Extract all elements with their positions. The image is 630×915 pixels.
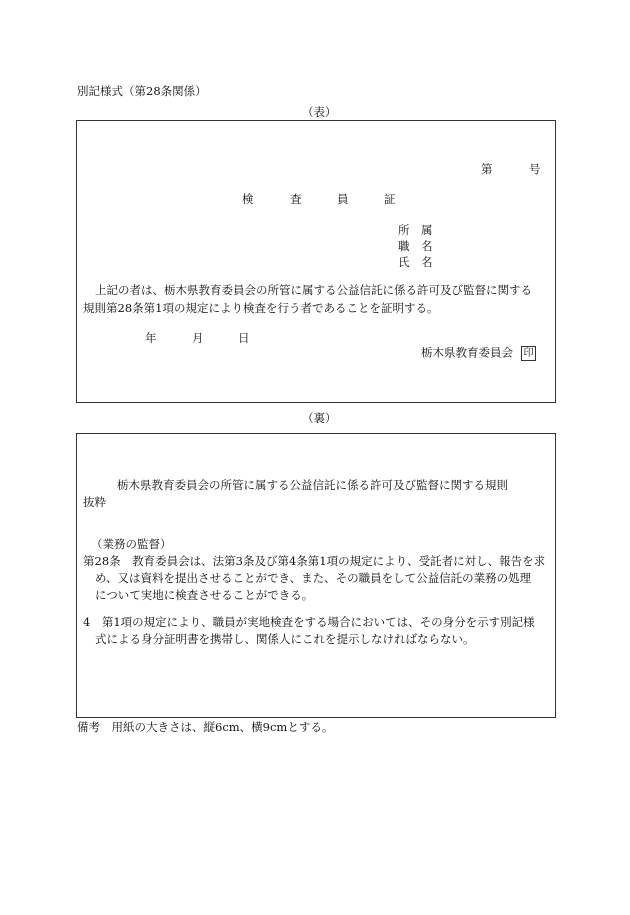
excerpt-label: 抜粋 — [83, 495, 106, 509]
date-year: 年 — [145, 331, 157, 345]
form-title: 別記様式（第28条関係） — [77, 84, 207, 98]
card-title-char-4: 証 — [384, 192, 396, 206]
paragraph-4-line-1: 4 第1項の規定により、職員が実地検査をする場合においては、その身分を示す別記様 — [83, 615, 535, 629]
footer-note: 備考 用紙の大きさは、縦6cm、横9cmとする。 — [77, 720, 334, 734]
back-card-box — [76, 433, 556, 718]
field-affiliation-char-1: 所 — [398, 223, 410, 237]
field-affiliation-char-2: 属 — [421, 223, 433, 237]
rule-title: 栃木県教育委員会の所管に属する公益信託に係る許可及び監督に関する規則 — [117, 478, 508, 492]
card-title-char-2: 査 — [290, 192, 302, 206]
certification-text-line-2: 規則第28条第1項の規定により検査を行う者であることを証明する。 — [83, 301, 439, 315]
field-name-char-1: 氏 — [398, 255, 410, 269]
date-day: 日 — [238, 331, 250, 345]
issuer-line — [421, 346, 536, 361]
number-dai: 第 — [481, 162, 493, 176]
number-go: 号 — [529, 162, 541, 176]
article-28-line-3: について実地に検査させることができる。 — [95, 588, 314, 602]
field-position-char-2: 名 — [421, 239, 433, 253]
back-side-label: （裏） — [302, 411, 337, 425]
paragraph-4-line-2: 式による身分証明書を携帯し、関係人にこれを提示しなければならない。 — [95, 632, 475, 646]
certification-text-line-1: 上記の者は、栃木県教育委員会の所管に属する公益信託に係る許可及び監督に関する — [95, 283, 532, 297]
card-title-char-1: 検 — [242, 192, 254, 206]
section-heading: （業務の監督） — [91, 537, 172, 551]
front-side-label: （表） — [302, 105, 337, 119]
article-28-line-2: め、又は資料を提出させることができ、また、その職員をして公益信託の業務の処理 — [95, 571, 532, 585]
article-28-line-1: 第28条 教育委員会は、法第3条及び第4条第1項の規定により、受託者に対し、報告を求 — [83, 554, 546, 568]
date-month: 月 — [192, 331, 204, 345]
field-name-char-2: 名 — [421, 255, 433, 269]
seal-mark: 印 — [521, 346, 536, 361]
card-title-char-3: 員 — [337, 192, 349, 206]
front-card-box — [76, 120, 556, 403]
field-position-char-1: 職 — [398, 239, 410, 253]
issuer-name: 栃木県教育委員会 — [421, 345, 513, 360]
